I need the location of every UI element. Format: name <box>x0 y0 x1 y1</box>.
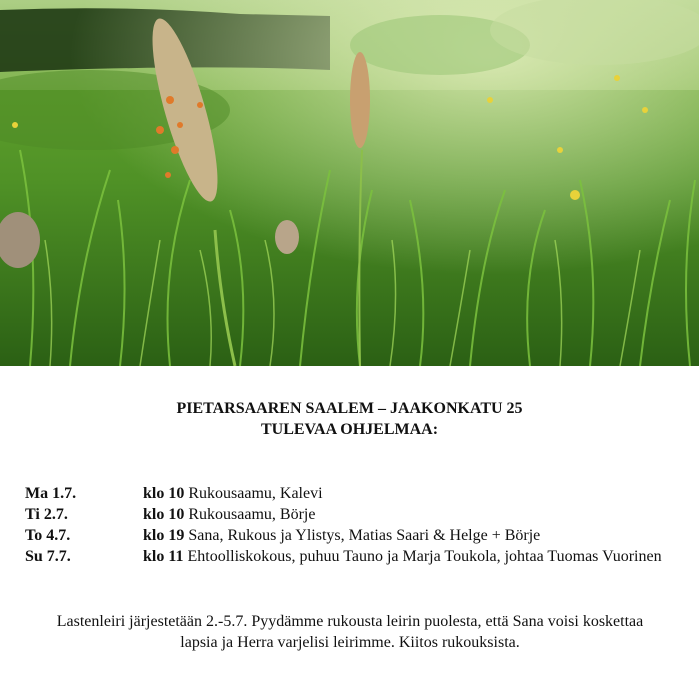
schedule-time: klo 11 <box>143 548 184 565</box>
schedule-list <box>25 483 675 567</box>
schedule-description <box>143 546 675 567</box>
schedule-text: Rukousaamu, Börje <box>184 506 316 523</box>
heading-line-2: TULEVAA OHJELMAA: <box>260 421 439 438</box>
schedule-description <box>143 483 675 504</box>
schedule-day: Ma 1.7. <box>25 485 77 502</box>
schedule-time: klo 10 <box>143 506 185 523</box>
camp-notice: Lastenleiri järjestetään 2.-5.7. Pyydämme rukousta leirin puolesta, että Sana voisi koskettaa lapsia ja Herra varjelisi leirimme. Kiitos rukouksista. <box>56 613 644 651</box>
schedule-text: Rukousaamu, Kalevi <box>184 485 323 502</box>
schedule-description <box>143 504 675 525</box>
schedule-text: Sana, Rukous ja Ylistys, Matias Saari & Helge + Börje <box>184 527 541 544</box>
heading-line-1: PIETARSAAREN SAALEM – JAAKONKATU 25 <box>176 400 523 417</box>
schedule-time: klo 10 <box>143 485 185 502</box>
schedule-row <box>25 546 675 567</box>
schedule-description <box>143 525 675 546</box>
schedule-row <box>25 504 675 525</box>
schedule-time: klo 19 <box>143 527 185 544</box>
schedule-day: Su 7.7. <box>25 548 71 565</box>
schedule-row <box>25 483 675 504</box>
schedule-day: Ti 2.7. <box>25 506 68 523</box>
schedule-row <box>25 525 675 546</box>
schedule-day: To 4.7. <box>25 527 71 544</box>
schedule-text: Ehtoolliskokous, puhuu Tauno ja Marja Toukola, johtaa Tuomas Vuorinen <box>183 548 662 565</box>
